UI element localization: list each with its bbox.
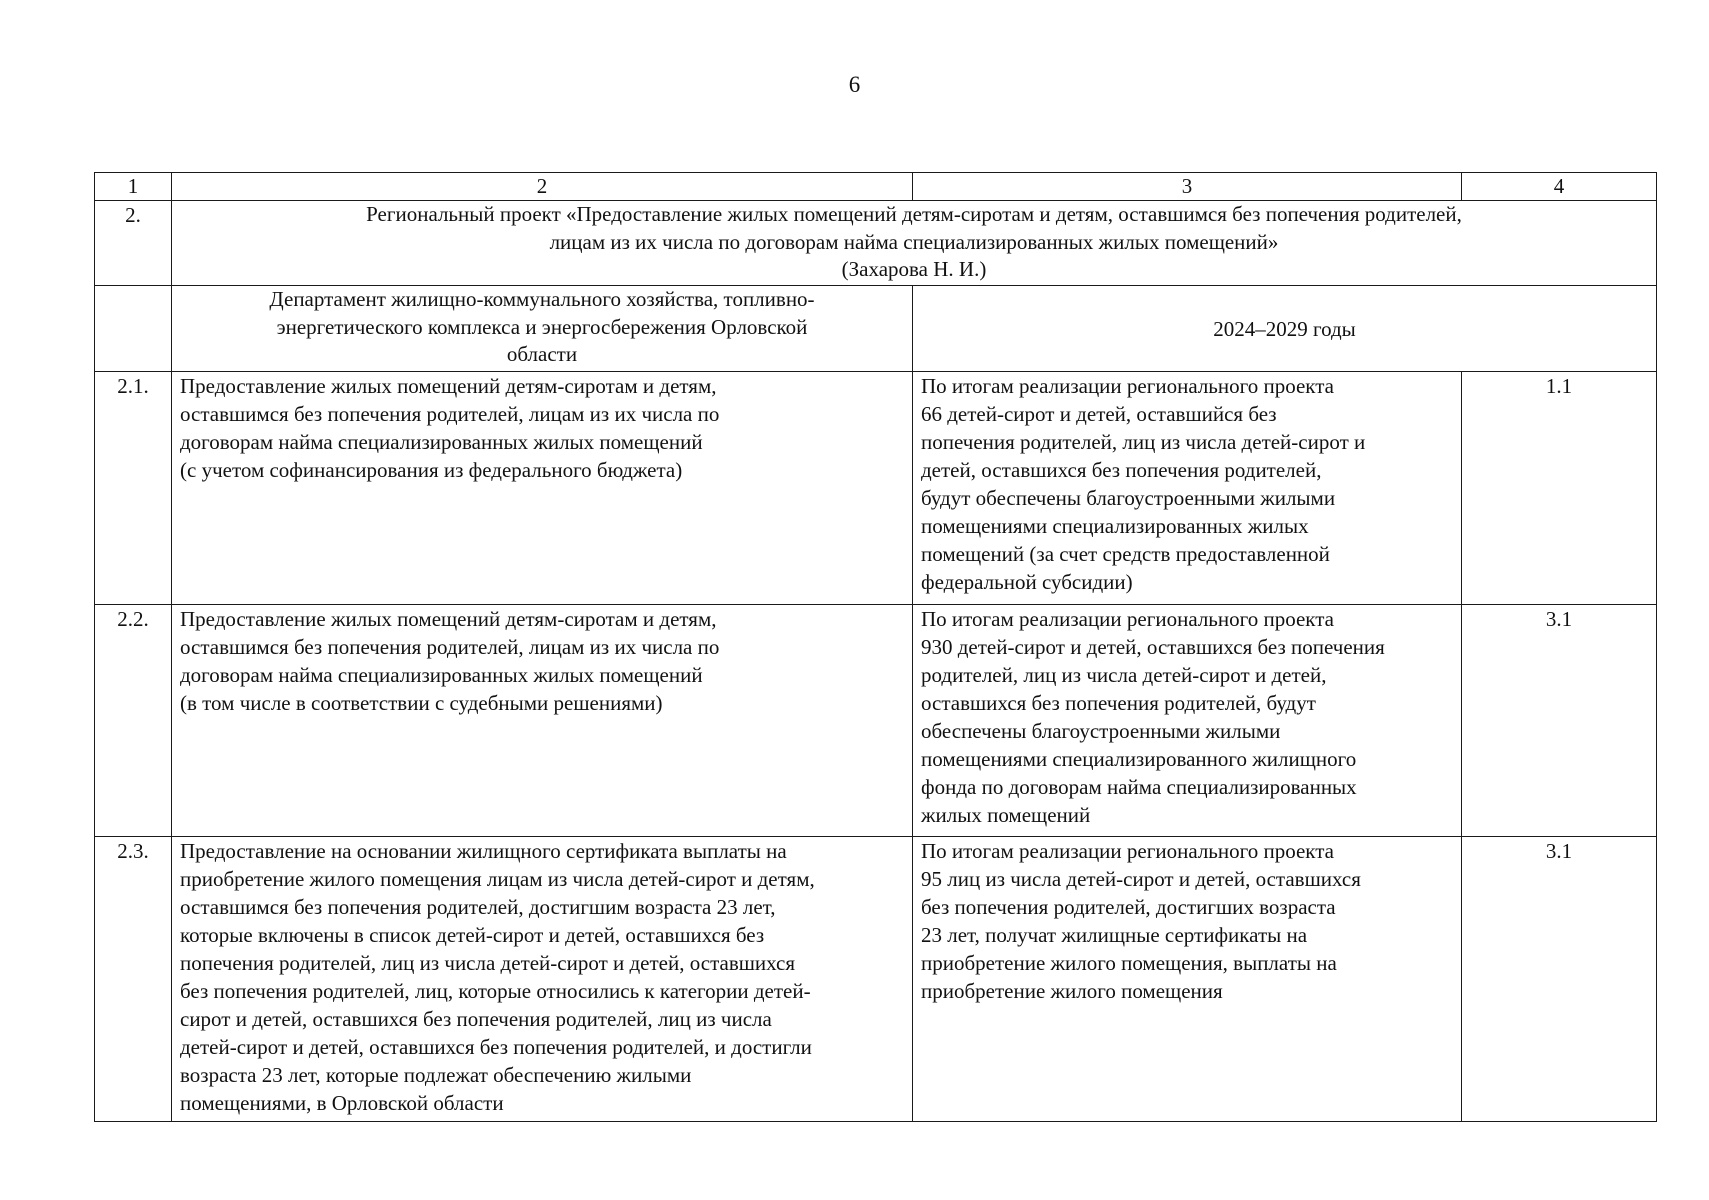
task-line: (с учетом софинансирования из федерального бюджета) bbox=[180, 458, 683, 482]
task-description bbox=[172, 372, 913, 605]
result-line: По итогам реализации регионального проекта bbox=[921, 374, 1334, 398]
result-line: жилых помещений bbox=[921, 803, 1091, 827]
task-line: попечения родителей, лиц из числа детей-сирот и детей, оставшихся bbox=[180, 951, 796, 975]
task-line: договорам найма специализированных жилых помещений bbox=[180, 430, 703, 454]
column-header-3: 3 bbox=[913, 173, 1462, 201]
result-line: приобретение жилого помещения, выплаты на bbox=[921, 951, 1337, 975]
result-line: помещений (за счет средств предоставленной bbox=[921, 542, 1330, 566]
department-name-line: энергетического комплекса и энергосбережения Орловской bbox=[276, 314, 808, 339]
task-description bbox=[172, 837, 913, 1122]
task-line: оставшимся без попечения родителей, лицам из их числа по bbox=[180, 402, 720, 426]
table-row bbox=[95, 372, 1657, 605]
task-line: оставшимся без попечения родителей, лицам из их числа по bbox=[180, 635, 720, 659]
result-line: приобретение жилого помещения bbox=[921, 979, 1223, 1003]
project-number: 2. bbox=[95, 201, 172, 286]
expected-result bbox=[913, 605, 1462, 837]
task-description bbox=[172, 605, 913, 837]
department-name-line: области bbox=[506, 342, 578, 366]
task-line: сирот и детей, оставшихся без попечения родителей, лиц из числа bbox=[180, 1007, 772, 1031]
department-number-cell bbox=[95, 286, 172, 372]
project-row bbox=[95, 201, 1657, 286]
column-header-2: 2 bbox=[172, 173, 913, 201]
column-header-1: 1 bbox=[95, 173, 172, 201]
result-line: попечения родителей, лиц из числа детей-сирот и bbox=[921, 430, 1366, 454]
task-line: помещениями, в Орловской области bbox=[180, 1091, 504, 1115]
result-line: без попечения родителей, достигших возраста bbox=[921, 895, 1336, 919]
project-title bbox=[172, 201, 1657, 286]
task-line: Предоставление на основании жилищного сертификата выплаты на bbox=[180, 839, 787, 863]
result-line: федеральной субсидии) bbox=[921, 570, 1133, 594]
row-number: 2.3. bbox=[95, 837, 172, 1122]
page-number: 6 bbox=[848, 72, 861, 97]
result-line: фонда по договорам найма специализированных bbox=[921, 775, 1357, 799]
result-line: 930 детей-сирот и детей, оставшихся без попечения bbox=[921, 635, 1385, 659]
implementation-period: 2024–2029 годы bbox=[913, 286, 1657, 372]
department-row bbox=[95, 286, 1657, 372]
task-line: возраста 23 лет, которые подлежат обеспечению жилыми bbox=[180, 1063, 692, 1087]
result-line: 66 детей-сирот и детей, оставшийся без bbox=[921, 402, 1277, 426]
project-title-line: лицам из их числа по договорам найма специализированных жилых помещений» bbox=[549, 229, 1279, 254]
table-row bbox=[95, 837, 1657, 1122]
result-line: По итогам реализации регионального проекта bbox=[921, 839, 1334, 863]
project-title-line: Региональный проект «Предоставление жилых помещений детям-сиротам и детям, оставшимся без попечения родителей, bbox=[366, 202, 1462, 226]
department-name bbox=[172, 286, 913, 372]
result-line: родителей, лиц из числа детей-сирот и детей, bbox=[921, 663, 1327, 687]
project-curator: (Захарова Н. И.) bbox=[841, 257, 987, 281]
task-line: (в том числе в соответствии с судебными решениями) bbox=[180, 691, 663, 715]
indicator-reference: 1.1 bbox=[1462, 372, 1657, 605]
result-line: оставшихся без попечения родителей, будут bbox=[921, 691, 1316, 715]
program-table bbox=[94, 172, 1657, 1122]
task-line: оставшимся без попечения родителей, достигшим возраста 23 лет, bbox=[180, 895, 776, 919]
task-line: приобретение жилого помещения лицам из числа детей-сирот и детям, bbox=[180, 867, 815, 891]
row-number: 2.1. bbox=[95, 372, 172, 605]
task-line: Предоставление жилых помещений детям-сиротам и детям, bbox=[180, 607, 717, 631]
result-line: помещениями специализированного жилищного bbox=[921, 747, 1357, 771]
task-line: без попечения родителей, лиц, которые относились к категории детей- bbox=[180, 979, 811, 1003]
indicator-reference: 3.1 bbox=[1462, 837, 1657, 1122]
table-row bbox=[95, 605, 1657, 837]
row-number: 2.2. bbox=[95, 605, 172, 837]
column-header-4: 4 bbox=[1462, 173, 1657, 201]
result-line: По итогам реализации регионального проекта bbox=[921, 607, 1334, 631]
result-line: будут обеспечены благоустроенными жилыми bbox=[921, 486, 1336, 510]
expected-result bbox=[913, 372, 1462, 605]
indicator-reference: 3.1 bbox=[1462, 605, 1657, 837]
result-line: 23 лет, получат жилищные сертификаты на bbox=[921, 923, 1308, 947]
task-line: договорам найма специализированных жилых помещений bbox=[180, 663, 703, 687]
result-line: помещениями специализированных жилых bbox=[921, 514, 1309, 538]
department-name-line: Департамент жилищно-коммунального хозяйства, топливно- bbox=[269, 287, 815, 311]
result-line: обеспечены благоустроенными жилыми bbox=[921, 719, 1281, 743]
task-line: детей-сирот и детей, оставшихся без попечения родителей, и достигли bbox=[180, 1035, 812, 1059]
column-header-row bbox=[95, 173, 1657, 201]
expected-result bbox=[913, 837, 1462, 1122]
task-line: которые включены в список детей-сирот и детей, оставшихся без bbox=[180, 923, 765, 947]
result-line: детей, оставшихся без попечения родителей, bbox=[921, 458, 1322, 482]
result-line: 95 лиц из числа детей-сирот и детей, оставшихся bbox=[921, 867, 1361, 891]
task-line: Предоставление жилых помещений детям-сиротам и детям, bbox=[180, 374, 717, 398]
